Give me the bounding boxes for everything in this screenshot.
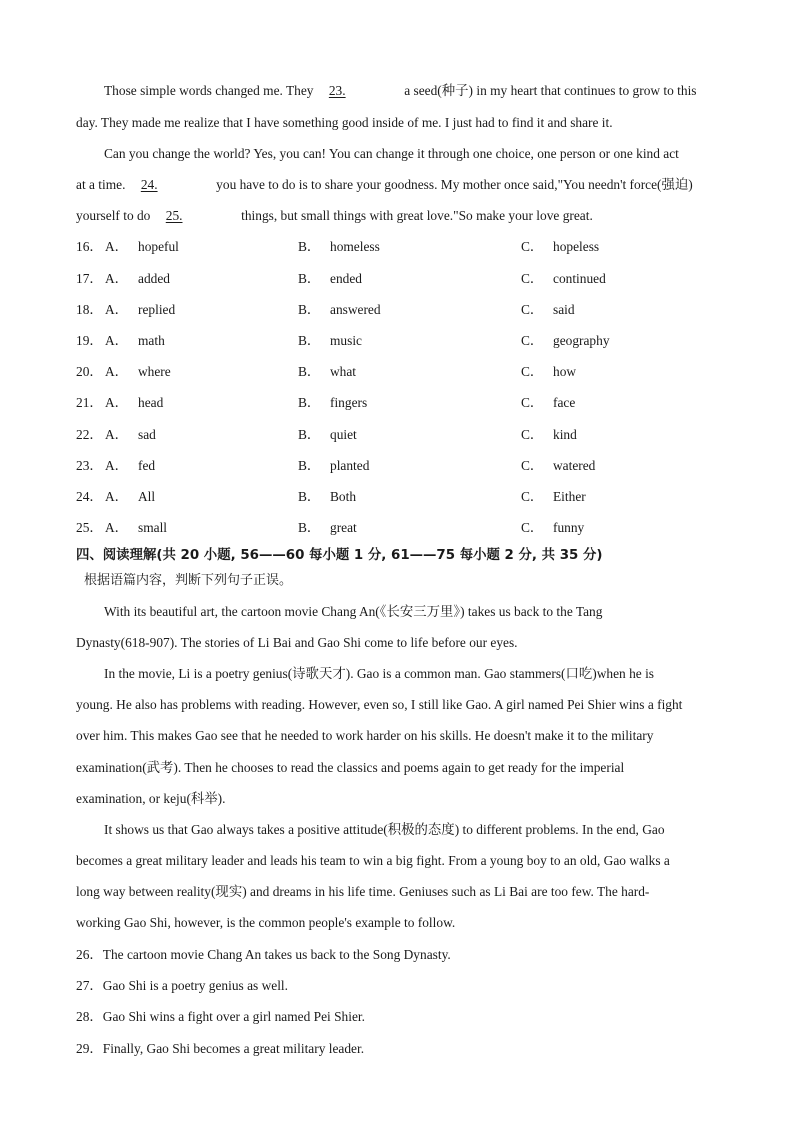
passage2-line: With its beautiful art, the cartoon movie Chang An(《长安三万里》) takes us back to the Tang xyxy=(104,604,603,619)
question-number: 23． xyxy=(76,458,103,473)
option-letter-a: A． xyxy=(105,271,129,286)
question-number: 24． xyxy=(76,489,103,504)
passage1-text: things, but small things with great love."So make your love great. xyxy=(241,208,593,223)
option-c[interactable]: face xyxy=(553,395,576,410)
option-letter-c: C． xyxy=(521,395,544,410)
passage2-line: over him. This makes Gao see that he needed to work harder on his skills. He doesn't make it to the military xyxy=(76,728,654,743)
passage1-line-3: Can you change the world? Yes, you can! You can change it through one choice, one person or one kind act xyxy=(104,146,679,161)
passage2-line: In the movie, Li is a poetry genius(诗歌天才). Gao is a common man. Gao stammers(口吃)when he is xyxy=(104,666,655,681)
option-letter-b: B． xyxy=(298,489,321,504)
option-a[interactable]: math xyxy=(138,333,165,348)
option-letter-c: C． xyxy=(521,427,544,442)
question-number: 22． xyxy=(76,427,103,442)
option-letter-a: A． xyxy=(105,458,129,473)
option-b[interactable]: quiet xyxy=(330,427,357,442)
option-b[interactable]: great xyxy=(330,520,357,535)
option-row-16 xyxy=(76,238,746,256)
passage1-text: a seed(种子) in my heart that continues to grow to this xyxy=(404,83,697,98)
question-27[interactable]: 27．Gao Shi is a poetry genius as well. xyxy=(76,978,288,993)
passage2-line: examination, or keju(科举). xyxy=(76,791,226,806)
option-a[interactable]: All xyxy=(138,489,156,504)
option-letter-c: C． xyxy=(521,489,544,504)
option-letter-c: C． xyxy=(521,333,544,348)
option-c[interactable]: hopeless xyxy=(553,239,600,254)
section-heading: 四、阅读理解(共 20 小题, 56——60 每小题 1 分, 61——75 每小题 2 分, 共 35 分) xyxy=(76,548,603,563)
option-b[interactable]: answered xyxy=(330,302,381,317)
option-c[interactable]: continued xyxy=(553,271,606,286)
passage1-text: yourself to do xyxy=(76,208,151,223)
option-row-22 xyxy=(76,426,746,444)
option-letter-b: B． xyxy=(298,333,321,348)
question-number: 16． xyxy=(76,239,103,254)
option-letter-b: B． xyxy=(298,427,321,442)
option-c[interactable]: Either xyxy=(553,489,586,504)
option-b[interactable]: music xyxy=(330,333,362,348)
blank-24-label: 24. xyxy=(140,177,158,192)
option-a[interactable]: added xyxy=(138,271,170,286)
passage2-line: long way between reality(现实) and dreams in his life time. Geniuses such as Li Bai are too few. The hard- xyxy=(76,884,650,899)
option-letter-b: B． xyxy=(298,458,321,473)
passage1-line-4 xyxy=(76,176,746,194)
option-c[interactable]: kind xyxy=(553,427,577,442)
option-row-23 xyxy=(76,457,746,475)
blank-23[interactable] xyxy=(323,82,395,100)
option-letter-b: B． xyxy=(298,271,321,286)
option-letter-c: C． xyxy=(521,239,544,254)
option-row-17 xyxy=(76,270,746,288)
option-letter-a: A． xyxy=(105,427,129,442)
option-a[interactable]: fed xyxy=(138,458,156,473)
option-a[interactable]: where xyxy=(138,364,171,379)
passage1-text: Those simple words changed me. They xyxy=(104,83,314,98)
passage2-line: working Gao Shi, however, is the common people's example to follow. xyxy=(76,915,456,930)
option-row-19 xyxy=(76,332,746,350)
passage2-line: examination(武考). Then he chooses to read the classics and poems again to get ready for the imperial xyxy=(76,760,625,775)
option-a[interactable]: head xyxy=(138,395,164,410)
passage1-text: at a time. xyxy=(76,177,126,192)
option-a[interactable]: small xyxy=(138,520,168,535)
question-number: 17． xyxy=(76,271,103,286)
question-28[interactable]: 28．Gao Shi wins a fight over a girl named Pei Shier. xyxy=(76,1009,365,1024)
option-letter-b: B． xyxy=(298,302,321,317)
option-row-21 xyxy=(76,394,746,412)
option-letter-b: B． xyxy=(298,395,321,410)
option-letter-c: C． xyxy=(521,271,544,286)
option-a[interactable]: replied xyxy=(138,302,176,317)
option-letter-b: B． xyxy=(298,520,321,535)
option-letter-a: A． xyxy=(105,395,129,410)
option-b[interactable]: Both xyxy=(330,489,357,504)
blank-23-label: 23. xyxy=(328,83,346,98)
question-number: 18． xyxy=(76,302,103,317)
passage2-line: becomes a great military leader and leads his team to win a big fight. From a young boy to an old, Gao walks a xyxy=(76,853,670,868)
question-29[interactable]: 29．Finally, Gao Shi becomes a great military leader. xyxy=(76,1041,365,1056)
option-c[interactable]: geography xyxy=(553,333,610,348)
blank-25[interactable] xyxy=(160,207,232,225)
blank-24[interactable] xyxy=(135,176,207,194)
option-letter-a: A． xyxy=(105,520,129,535)
option-letter-a: A． xyxy=(105,489,129,504)
question-number: 19． xyxy=(76,333,103,348)
section-instruction: 根据语篇内容，判断下列句子正误。 xyxy=(84,573,293,588)
passage1-line-5 xyxy=(76,207,746,225)
blank-25-label: 25. xyxy=(165,208,183,223)
option-b[interactable]: planted xyxy=(330,458,370,473)
question-number: 21． xyxy=(76,395,103,410)
passage2-line: Dynasty(618-907). The stories of Li Bai and Gao Shi come to life before our eyes. xyxy=(76,635,518,650)
option-row-20 xyxy=(76,363,746,381)
question-number: 20． xyxy=(76,364,103,379)
option-letter-c: C． xyxy=(521,520,544,535)
option-a[interactable]: sad xyxy=(138,427,156,442)
passage1-text: you have to do is to share your goodness. My mother once said,"You needn't force(强迫) xyxy=(216,177,693,192)
question-26[interactable]: 26．The cartoon movie Chang An takes us back to the Song Dynasty. xyxy=(76,947,451,962)
option-letter-a: A． xyxy=(105,239,129,254)
option-letter-c: C． xyxy=(521,364,544,379)
option-letter-a: A． xyxy=(105,364,129,379)
option-b[interactable]: ended xyxy=(330,271,362,286)
option-c[interactable]: funny xyxy=(553,520,585,535)
passage2-line: It shows us that Gao always takes a positive attitude(积极的态度) to different problems. In the end, Gao xyxy=(104,822,665,837)
option-b[interactable]: homeless xyxy=(330,239,380,254)
option-letter-b: B． xyxy=(298,239,321,254)
passage2-line: young. He also has problems with reading. However, even so, I still like Gao. A girl named Pei Shier wins a fight xyxy=(76,697,683,712)
option-c[interactable]: said xyxy=(553,302,575,317)
option-b[interactable]: fingers xyxy=(330,395,368,410)
option-b[interactable]: what xyxy=(330,364,357,379)
passage1-line-2: day. They made me realize that I have something good inside of me. I just had to find it and share it. xyxy=(76,115,613,130)
option-letter-c: C． xyxy=(521,302,544,317)
option-letter-c: C． xyxy=(521,458,544,473)
option-row-24 xyxy=(76,488,746,506)
option-letter-b: B． xyxy=(298,364,321,379)
option-a[interactable]: hopeful xyxy=(138,239,179,254)
option-c[interactable]: how xyxy=(553,364,577,379)
option-letter-a: A． xyxy=(105,333,129,348)
passage1-line-1 xyxy=(104,82,746,100)
option-c[interactable]: watered xyxy=(553,458,596,473)
option-row-18 xyxy=(76,301,746,319)
option-row-25 xyxy=(76,519,746,537)
option-letter-a: A． xyxy=(105,302,129,317)
question-number: 25． xyxy=(76,520,103,535)
